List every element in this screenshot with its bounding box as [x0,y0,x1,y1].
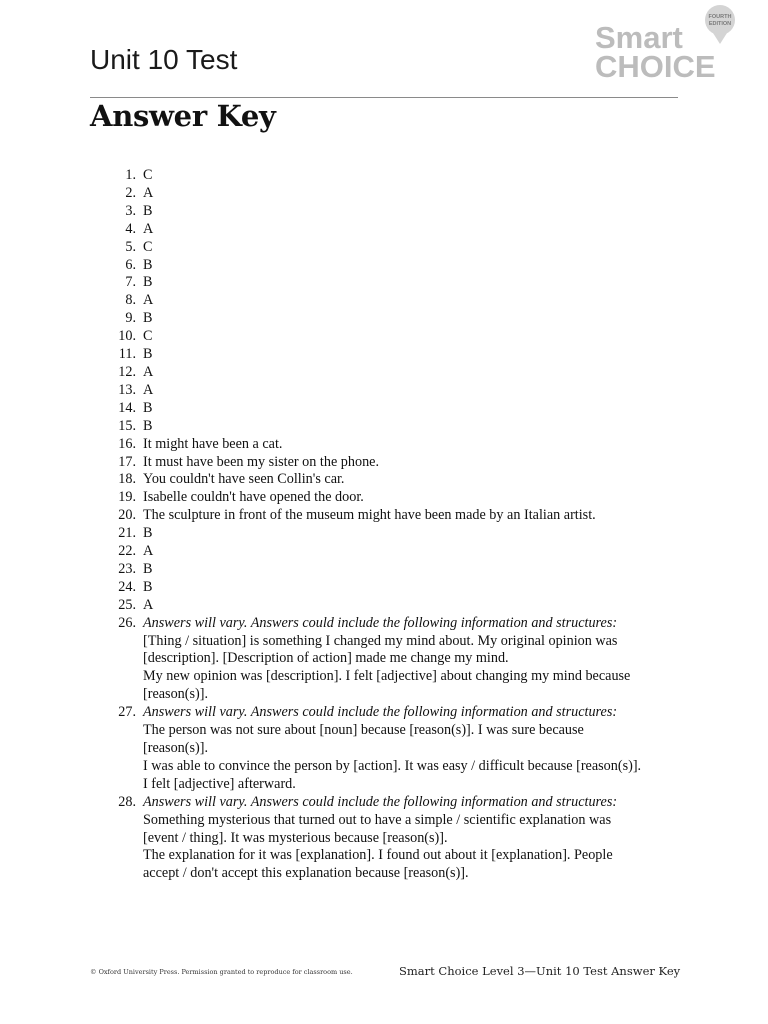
answer-text [136,167,688,185]
answer-text [136,328,688,346]
answer-number: 24. [118,578,136,595]
answer-number: 9. [125,310,136,327]
answer-text [136,257,688,275]
answer-number: 14. [118,399,136,416]
answer-item [108,794,688,884]
answer-item [108,364,688,382]
answer-line: The explanation for it was [explanation]. I found out about it [explanation]. People [143,847,613,864]
answer-item [108,454,688,472]
answer-item [108,525,688,543]
answer-line: B [143,346,153,363]
answer-item [108,543,688,561]
answer-text [136,579,688,597]
answer-item [108,239,688,257]
answer-item [108,185,688,203]
answer-line: B [143,560,153,577]
answer-item [108,167,688,185]
answer-instruction: Answers will vary. Answers could include the following information and structures: [143,614,618,631]
answer-item [108,221,688,239]
answer-line: I was able to convince the person by [action]. It was easy / difficult because [reason(s)]. [143,757,642,774]
answer-text [136,454,688,472]
answer-text [136,346,688,364]
answer-text [136,203,688,221]
answer-line: Isabelle couldn't have opened the door. [143,489,364,506]
answer-line: [Thing / situation] is something I changed my mind about. My original opinion was [143,632,618,649]
answer-line: A [143,543,154,560]
answer-line: B [143,256,153,273]
answer-number: 3. [125,202,136,219]
answer-text [136,794,688,884]
answer-item [108,257,688,275]
answer-number: 18. [118,471,136,488]
answer-number: 7. [125,274,136,291]
answer-number: 19. [118,489,136,506]
answer-text [136,615,688,705]
logo-badge-line1: FOURTH [708,14,732,20]
answer-line: A [143,596,154,613]
answer-line: B [143,525,153,542]
answer-item [108,597,688,615]
answer-number: 6. [125,256,136,273]
unit-title: Unit 10 Test [90,44,238,75]
answer-number: 5. [125,238,136,255]
answer-text [136,239,688,257]
answer-number: 28. [118,793,136,810]
answer-number: 23. [118,560,136,577]
answer-item [108,704,688,794]
answer-item [108,274,688,292]
logo-line2: CHOICE [595,49,716,80]
answer-item [108,436,688,454]
answer-item [108,471,688,489]
logo-line1: Smart [595,20,683,55]
answer-line: A [143,292,154,309]
answer-line: B [143,578,153,595]
answer-number: 17. [118,453,136,470]
footer-page-label: Smart Choice Level 3—Unit 10 Test Answer Key [399,964,681,978]
answer-text [136,274,688,292]
answer-line: B [143,417,153,434]
answer-number: 26. [118,614,136,631]
answer-item [108,382,688,400]
answer-number: 15. [118,417,136,434]
answer-line: Something mysterious that turned out to have a simple / scientific explanation was [143,811,612,828]
answer-text [136,597,688,615]
answer-number: 4. [125,220,136,237]
answer-number: 16. [118,435,136,452]
answer-text [136,471,688,489]
answer-instruction: Answers will vary. Answers could include the following information and structures: [143,704,618,721]
logo-badge [705,5,735,35]
answer-number: 21. [118,525,136,542]
answer-number: 10. [118,328,136,345]
answer-line: B [143,310,153,327]
answer-line: [description]. [Description of action] made me change my mind. [143,650,509,667]
smart-choice-logo [592,0,738,80]
answer-text [136,507,688,525]
answer-number: 20. [118,507,136,524]
answer-text [136,543,688,561]
answer-number: 8. [125,292,136,309]
answer-text [136,310,688,328]
answer-item [108,292,688,310]
answer-line: [reason(s)]. [143,740,208,756]
answer-text [136,561,688,579]
answer-number: 11. [118,346,136,363]
answer-line: It must have been my sister on the phone. [143,453,380,470]
answer-line: My new opinion was [description]. I felt [adjective] about changing my mind because [143,668,631,685]
answer-instruction: Answers will vary. Answers could include the following information and structures: [143,793,618,810]
answer-line: The sculpture in front of the museum might have been made by an Italian artist. [143,507,596,524]
answer-line: I felt [adjective] afterward. [143,775,296,792]
answer-line: B [143,202,153,219]
answer-line: [event / thing]. It was mysterious because [reason(s)]. [143,829,448,846]
answer-line: C [143,328,153,345]
answer-text [136,489,688,507]
answer-item [108,346,688,364]
answer-line: accept / don't accept this explanation because [reason(s)]. [143,865,469,882]
answer-text [136,221,688,239]
answer-item [108,561,688,579]
answer-line: A [143,220,154,237]
answer-item [108,400,688,418]
answer-item [108,310,688,328]
answer-line: B [143,274,153,291]
answer-line: C [143,167,153,183]
answer-text [136,400,688,418]
answer-item [108,328,688,346]
copyright-notice: © Oxford University Press. Permission granted to reproduce for classroom use. [90,968,353,976]
answer-text [136,382,688,400]
answer-line: A [143,363,154,380]
answer-text [136,525,688,543]
answer-number: 25. [118,596,136,613]
answer-number: 2. [125,184,136,201]
answer-list [108,167,688,883]
answer-item [108,203,688,221]
answer-line: [reason(s)]. [143,686,208,703]
answer-item [108,579,688,597]
answer-line: C [143,238,153,255]
answer-line: A [143,381,154,398]
answer-number: 1. [125,167,136,183]
answer-number: 12. [118,363,136,380]
answer-line: A [143,184,154,201]
page-title: Answer Key [90,99,276,133]
answer-item [108,489,688,507]
answer-number: 13. [118,381,136,398]
answer-line: It might have been a cat. [143,435,283,452]
answer-text [136,185,688,203]
answer-item [108,615,688,705]
answer-text [136,418,688,436]
logo-badge-line2: EDITION [708,21,732,27]
answer-text [136,292,688,310]
answer-item [108,507,688,525]
answer-number: 22. [118,543,136,560]
answer-text [136,436,688,454]
answer-item [108,418,688,436]
answer-text [136,704,688,794]
answer-text [136,364,688,382]
answer-number: 27. [118,704,136,721]
answer-line: B [143,399,153,416]
answer-line: You couldn't have seen Collin's car. [143,471,345,488]
header-divider [90,97,678,98]
answer-line: The person was not sure about [noun] because [reason(s)]. I was sure because [143,722,584,739]
